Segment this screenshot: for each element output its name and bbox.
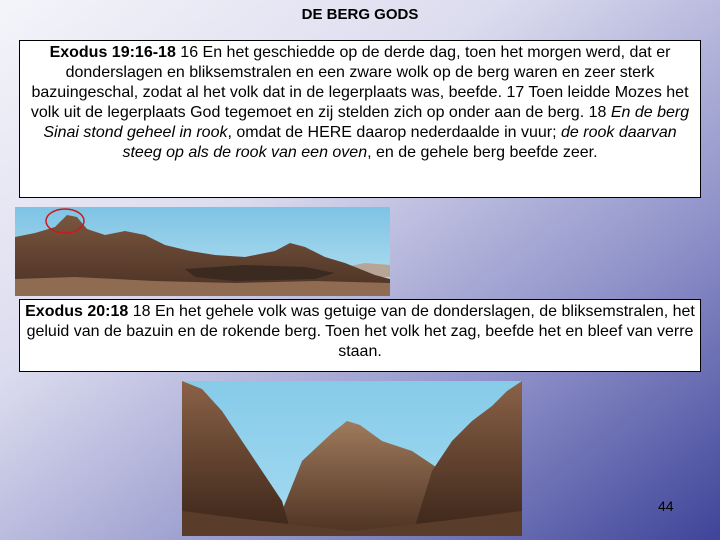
passage-body-b: , omdat de HERE daarop nederdaalde in vuur; [227, 124, 562, 141]
passage-text [20, 41, 700, 163]
passage-italic-a: En de berg Sinai stond geheel in rook [43, 104, 690, 141]
slide-title: DE BERG GODS [301, 6, 419, 23]
passage-reference: Exodus 20:18 [25, 303, 129, 320]
passage-body-a: 16 En het geschiedde op de derde dag, toen het morgen werd, dat er donderslagen en bliksemstralen en een zware wolk op de berg waren en zeer sterk bazuingeschal, zodat al het volk dat in de legerplaats was, beefde. 17 Toen leidde Mozes het volk uit de legerplaats God tegemoet en zij stelden zich op onder aan de berg. 18 [30, 44, 689, 121]
passage-body: 18 En het gehele volk was getuige van de donderslagen, de bliksemstralen, het geluid van de bazuin en de rokende berg. Toen het volk het zag, beefde het en bleef van verre staan. [26, 303, 695, 360]
page-number: 44 [658, 498, 674, 514]
passage-body-c: , en de gehele berg beefde zeer. [367, 144, 598, 161]
mountain-photo-closeup [182, 381, 522, 536]
mountain-closeup-image [182, 381, 522, 536]
passage-italic-b: de rook daarvan steeg op als de rook van een oven [122, 124, 677, 161]
passage-box-exodus-20 [19, 299, 701, 372]
passage-text [20, 300, 700, 362]
mountain-photo-panorama [15, 207, 390, 296]
passage-reference: Exodus 19:16-18 [49, 44, 176, 61]
mountain-panorama-image [15, 207, 390, 296]
passage-box-exodus-19 [19, 40, 701, 198]
